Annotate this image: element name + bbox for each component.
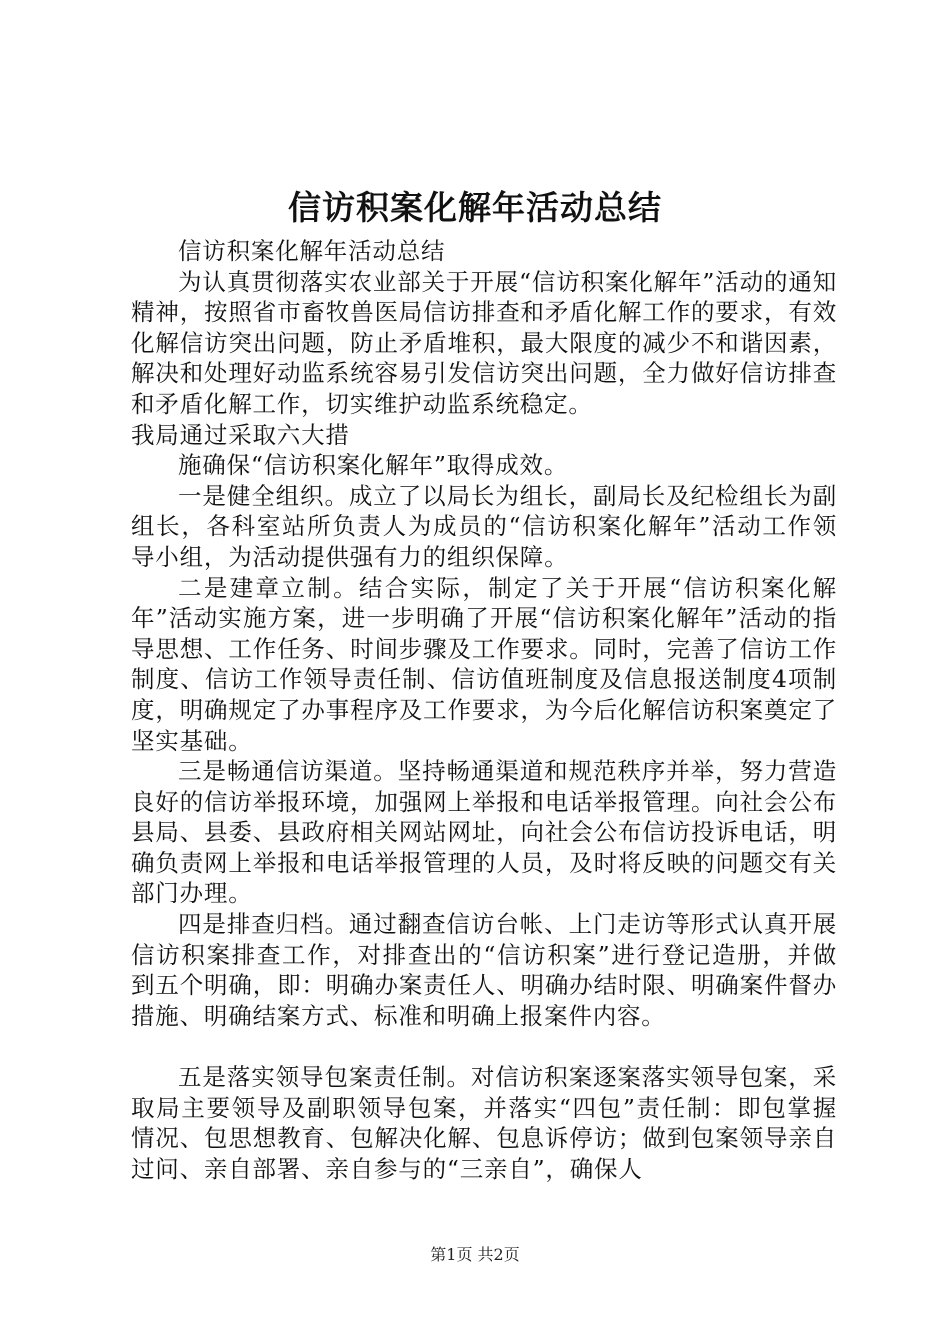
paragraph-subtitle: 信访积案化解年活动总结 xyxy=(178,237,446,265)
paragraph-measures-lead: 我局通过采取六大措 xyxy=(131,420,350,449)
paragraph-measure-2: 二是建章立制。结合实际，制定了关于开展“信访积案化解年”活动实施方案，进一步明确了开展“信访积案化解年”活动的指导思想、工作任务、时间步骤及工作要求。同时，完善了信访工作制度、信访工作领导责任制、信访值班制度及信息报送制度4项制度，明确规定了办事程序及工作要求，为今后化解信访积案奠定了坚实基础。 xyxy=(131,573,837,755)
paragraph-measure-1: 一是健全组织。成立了以局长为组长，副局长及纪检组长为副组长，各科室站所负责人为成员的“信访积案化解年”活动工作领导小组，为活动提供强有力的组织保障。 xyxy=(131,481,837,571)
paragraph-measure-5: 五是落实领导包案责任制。对信访积案逐案落实领导包案，采取局主要领导及副职领导包案，并落实“四包”责任制：即包掌握情况、包思想教育、包解决化解、包息诉停访；做到包案领导亲自过问、亲自部署、亲自参与的“三亲自”，确保人 xyxy=(131,1063,837,1183)
paragraph-measures-cont: 施确保“信访积案化解年”取得成效。 xyxy=(178,451,569,480)
page-number-footer: 第1页 共2页 xyxy=(430,1245,520,1264)
paragraph-measure-4: 四是排查归档。通过翻查信访台帐、上门走访等形式认真开展信访积案排查工作，对排查出的“信访积案”进行登记造册，并做到五个明确，即：明确办案责任人、明确办结时限、明确案件督办措施、明确结案方式、标准和明确上报案件内容。 xyxy=(131,910,837,1030)
paragraph-measure-3: 三是畅通信访渠道。坚持畅通渠道和规范秩序并举，努力营造良好的信访举报环境，加强网上举报和电话举报管理。向社会公布县局、县委、县政府相关网站网址，向社会公布信访投诉电话，明确负责网上举报和电话举报管理的人员，及时将反映的问题交有关部门办理。 xyxy=(131,757,837,908)
paragraph-intro: 为认真贯彻落实农业部关于开展“信访积案化解年”活动的通知精神，按照省市畜牧兽医局信访排查和矛盾化解工作的要求，有效化解信访突出问题，防止矛盾堆积，最大限度的减少不和谐因素，解决和处理好动监系统容易引发信访突出问题，全力做好信访排查和矛盾化解工作，切实维护动监系统稳定。 xyxy=(131,267,837,418)
document-body xyxy=(131,236,837,1184)
document-title: 信访积案化解年活动总结 xyxy=(288,188,662,227)
